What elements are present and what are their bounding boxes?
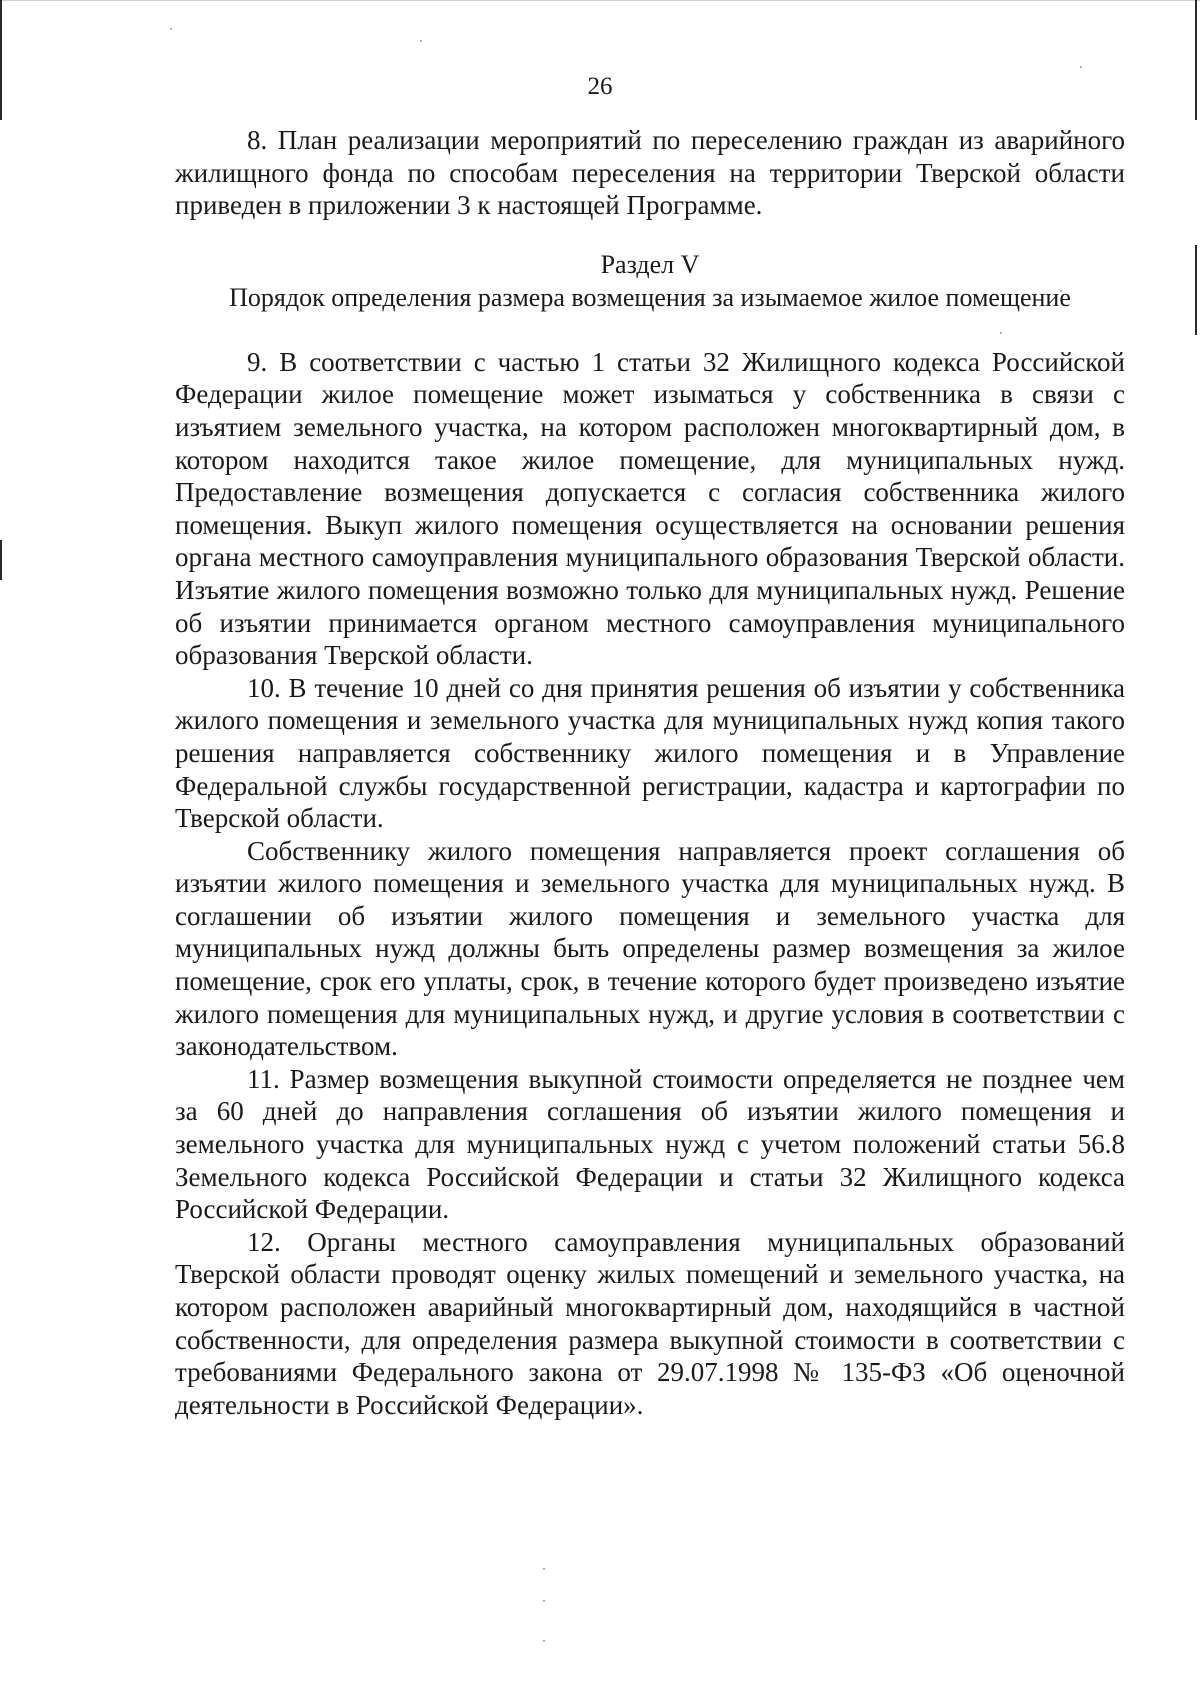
paragraph-10-continued: Собственнику жилого помещения направляется проект соглашения об изъятии жилого помещения и земельного участка для муниципальных нужд. В соглашении об изъятии жилого помещения и земельного участка для муниципальных нужд должны быть определены размер возмещения за жилое помещение, срок его уплаты, срок, в течение которого будет произведено изъятие жилого помещения для муниципальных нужд, и другие условия в соответствии с законодательством. [175,835,1125,1062]
scan-edge-left-mid [0,540,2,580]
scan-speck [543,1568,545,1570]
paragraph-9: 9. В соответствии с частью 1 статьи 32 Жилищного кодекса Российской Федерации жилое помещение может изыматься у собственника в связи с изъятием земельного участка, на котором расположен многоквартирный дом, в котором находится такое жилое помещение, для муниципальных нужд. Предоставление возмещения допускается с согласия собственника жилого помещения. Выкуп жилого помещения осуществляется на основании решения органа местного самоуправления муниципального образования Тверской области. Изъятие жилого помещения возможно только для муниципальных нужд. Решение об изъятии принимается органом местного самоуправления муниципального образования Тверской области. [175,346,1125,671]
paragraph-8: 8. План реализации мероприятий по переселению граждан из аварийного жилищного фонда по способам переселения на территории Тверской области приведен в приложении 3 к настоящей Программе. [175,125,1125,221]
section-title: Порядок определения размера возмещения за изымаемое жилое помещение [229,282,1071,312]
paragraph-12: 12. Органы местного самоуправления муниципальных образований Тверской области проводят оценку жилых помещений и земельного участка, на котором расположен аварийный многоквартирный дом, находящийся в частной собственности, для определения размера выкупной стоимости в соответствии с требованиями Федерального закона от 29.07.1998 № 135-ФЗ «Об оценочной деятельности в Российской Федерации». [175,1226,1125,1420]
scan-speck [543,1640,545,1642]
scan-edge-right-top [1195,0,1197,120]
scan-edge-right-mid [1195,245,1197,335]
scan-edge-left-top [0,0,2,120]
paragraph-11: 11. Размер возмещения выкупной стоимости определяется не позднее чем за 60 дней до направления соглашения об изъятии жилого помещения и земельного участка для муниципальных нужд с учетом положений статьи 56.8 Земельного кодекса Российской Федерации и статьи 32 Жилищного кодекса Российской Федерации. [175,1063,1125,1225]
page-number: 26 [587,73,613,100]
document-body [175,124,1125,1421]
section-label: Раздел V [600,249,700,279]
scan-speck [1080,66,1082,68]
scan-speck [420,40,422,42]
scan-edge-bottom [0,0,1200,1]
paragraph-10: 10. В течение 10 дней со дня принятия решения об изъятии у собственника жилого помещения и земельного участка для муниципальных нужд копия такого решения направляется собственнику жилого помещения и в Управление Федеральной службы государственной регистрации, кадастра и картографии по Тверской области. [175,672,1125,834]
scan-speck [543,1600,545,1602]
scan-speck [170,28,172,30]
